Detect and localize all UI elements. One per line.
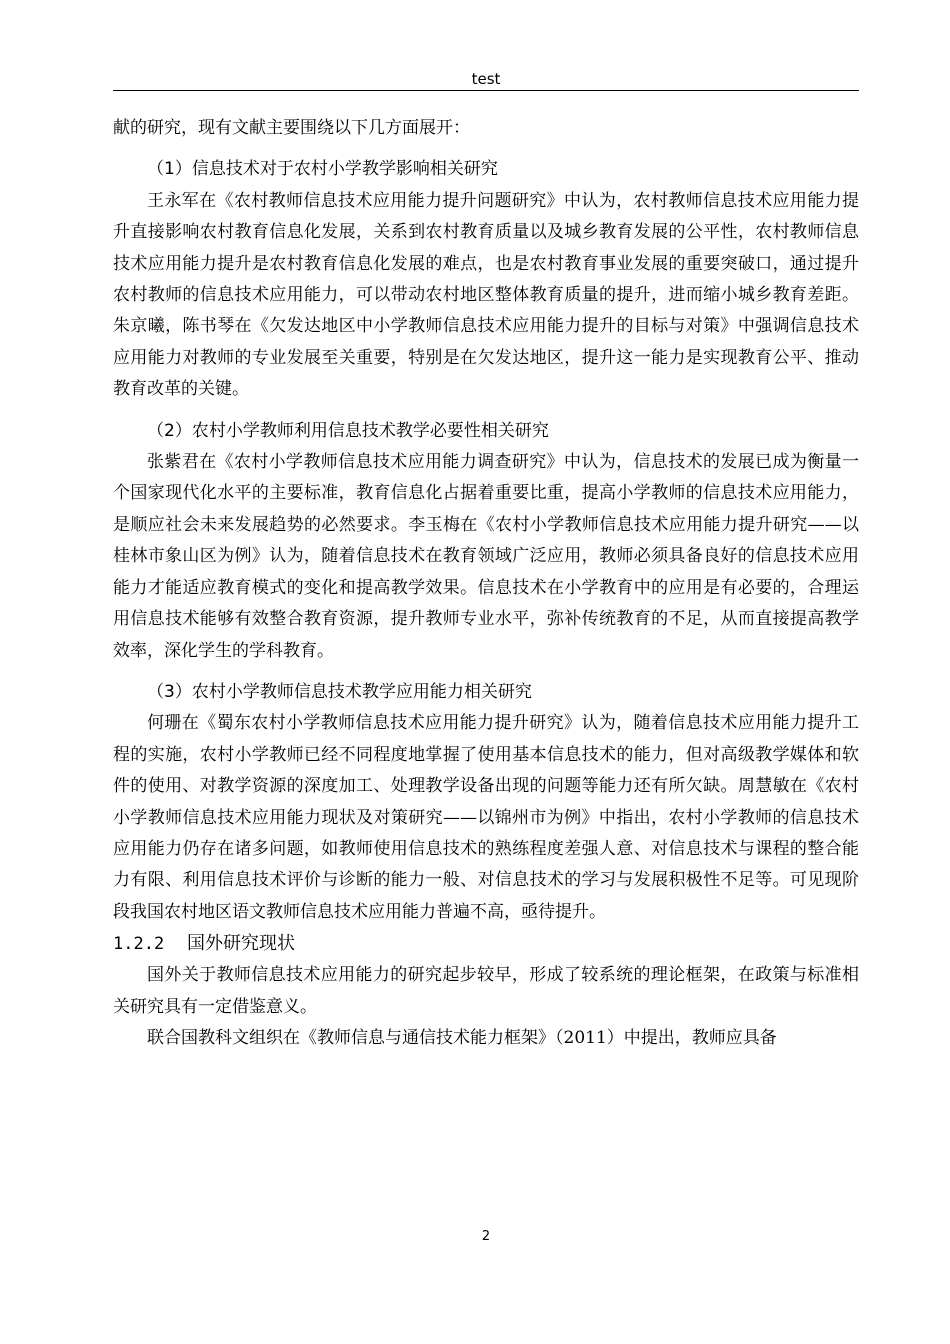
paragraph-4: 国外关于教师信息技术应用能力的研究起步较早，形成了较系统的理论框架，在政策与标准相关研究具有一定借鉴意义。 bbox=[113, 965, 859, 1017]
subheading-2: （2）农村小学教师利用信息技术教学必要性相关研究 bbox=[147, 420, 549, 441]
page-number: 2 bbox=[481, 1229, 491, 1244]
paragraph-3: 何珊在《蜀东农村小学教师信息技术应用能力提升研究》认为，随着信息技术应用能力提升工程的实施，农村小学教师已经不同程度地掌握了使用基本信息技术的能力，但对高级教学媒体和软件的使用、对教学资源的深度加工、处理教学设备出现的问题等能力还有所欠缺。周慧敏在《农村小学教师信息技术应用能力现状及对策研究——以锦州市为例》中指出，农村小学教师的信息技术应用能力仍存在诸多问题，如教师使用信息技术的熟练程度差强人意、对信息技术与课程的整合能力有限、利用信息技术评价与诊断的能力一般、对信息技术的学习与发展积极性不足等。可见现阶段我国农村地区语文教师信息技术应用能力普遍不高，亟待提升。 bbox=[113, 713, 859, 922]
page-body bbox=[113, 113, 859, 1054]
subheading-3: （3）农村小学教师信息技术教学应用能力相关研究 bbox=[147, 681, 532, 702]
section-number: 1.2.2 bbox=[113, 934, 165, 955]
paragraph-5: 联合国教科文组织在《教师信息与通信技术能力框架》（2011）中提出，教师应具备 bbox=[147, 1027, 777, 1048]
section-heading bbox=[113, 928, 859, 960]
subheading-1: （1）信息技术对于农村小学教学影响相关研究 bbox=[147, 159, 498, 180]
paragraph-1: 王永军在《农村教师信息技术应用能力提升问题研究》中认为，农村教师信息技术应用能力提升直接影响农村教育信息化发展，关系到农村教育质量以及城乡教育发展的公平性，农村教师信息技术应用能力提升是农村教育信息化发展的难点，也是农村教育事业发展的重要突破口，通过提升农村教师的信息技术应用能力，可以带动农村地区整体教育质量的提升，进而缩小城乡教育差距。朱京曦，陈书琴在《欠发达地区中小学教师信息技术应用能力提升的目标与对策》中强调信息技术应用能力对教师的专业发展至关重要，特别是在欠发达地区，提升这一能力是实现教育公平、推动教育改革的关键。 bbox=[113, 190, 859, 400]
header-rule bbox=[113, 90, 859, 91]
paragraph-2: 张紫君在《农村小学教师信息技术应用能力调查研究》中认为，信息技术的发展已成为衡量一个国家现代化水平的主要标准，教育信息化占据着重要比重，提高小学教师的信息技术应用能力，是顺应社会未来发展趋势的必然要求。李玉梅在《农村小学教师信息技术应用能力提升研究——以桂林市象山区为例》认为，随着信息技术在教育领域广泛应用，教师必须具备良好的信息技术应用能力才能适应教育模式的变化和提高教学效果。信息技术在小学教育中的应用是有必要的，合理运用信息技术能够有效整合教育资源，提升教师专业水平，弥补传统教育的不足，从而直接提高教学效率，深化学生的学科教育。 bbox=[113, 452, 859, 661]
intro-paragraph: 献的研究，现有文献主要围绕以下几方面展开： bbox=[113, 118, 470, 138]
page-header: test bbox=[471, 70, 501, 88]
section-title: 国外研究现状 bbox=[187, 933, 295, 955]
